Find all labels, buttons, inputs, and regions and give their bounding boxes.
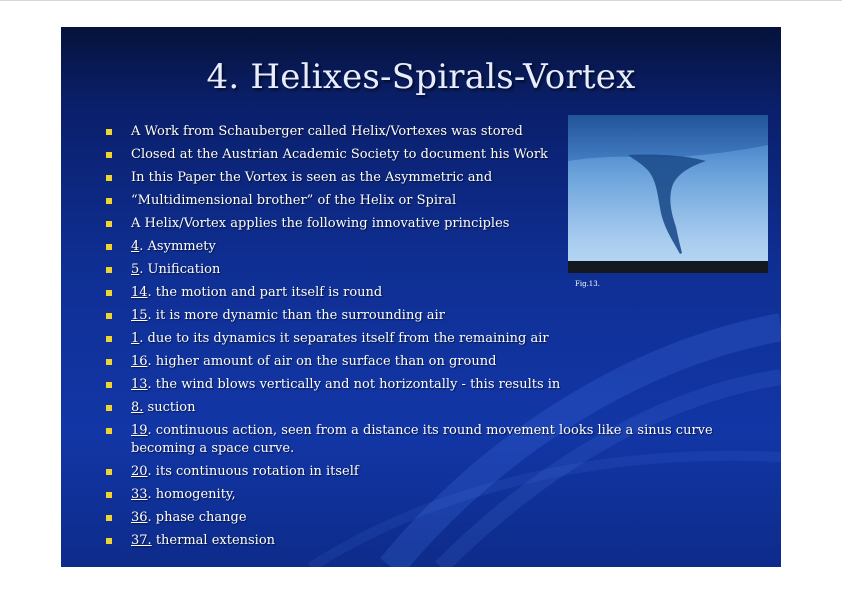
bullet-square-icon	[106, 221, 112, 227]
bullet-text: . Unification	[139, 262, 221, 277]
bullet-number: 15	[131, 308, 148, 323]
bullet-item	[106, 532, 766, 550]
bullet-number: 8.	[131, 400, 144, 415]
bullet-square-icon	[106, 492, 112, 498]
bullet-square-icon	[106, 359, 112, 365]
bullet-square-icon	[106, 198, 112, 204]
bullet-square-icon	[106, 175, 112, 181]
bullet-item	[106, 353, 766, 371]
bullet-text: . homogenity,	[147, 487, 236, 502]
bullet-square-icon	[106, 382, 112, 388]
bullet-square-icon	[106, 290, 112, 296]
bullet-square-icon	[106, 313, 112, 319]
bullet-item	[106, 422, 766, 458]
bullet-square-icon	[106, 538, 112, 544]
bullet-text: . higher amount of air on the surface than on ground	[147, 354, 497, 369]
bullet-square-icon	[106, 405, 112, 411]
bullet-item	[106, 284, 766, 302]
bullet-text: . its continuous rotation in itself	[147, 464, 359, 479]
bullet-item	[106, 486, 766, 504]
bullet-text: . the wind blows vertically and not horizontally - this results in	[147, 377, 561, 392]
bullet-square-icon	[106, 336, 112, 342]
bullet-square-icon	[106, 129, 112, 135]
bullet-square-icon	[106, 428, 112, 434]
bullet-square-icon	[106, 469, 112, 475]
bullet-number: 36	[131, 510, 148, 525]
bullet-text: . Asymmety	[139, 239, 216, 254]
bullet-square-icon	[106, 515, 112, 521]
bullet-item	[106, 330, 766, 348]
bullet-square-icon	[106, 267, 112, 273]
bullet-square-icon	[106, 152, 112, 158]
bullet-text: suction	[143, 400, 196, 415]
bullet-text: . the motion and part itself is round	[147, 285, 383, 300]
bullet-text: . it is more dynamic than the surrounding air	[147, 308, 445, 323]
bullet-number: 13	[131, 377, 148, 392]
bullet-number: 33	[131, 487, 148, 502]
bullet-number: 20	[131, 464, 148, 479]
bullet-item	[106, 307, 766, 325]
figure-caption: Fig.13.	[575, 280, 600, 288]
bullet-number: 1	[131, 331, 140, 346]
bullet-item	[106, 399, 766, 417]
bullet-text: “Multidimensional brother” of the Helix or Spiral	[131, 193, 457, 208]
bullet-text: A Helix/Vortex applies the following innovative principles	[131, 216, 510, 231]
bullet-text: A Work from Schauberger called Helix/Vortexes was stored	[131, 124, 523, 139]
tornado-funnel-icon	[568, 115, 768, 273]
bullet-text: In this Paper the Vortex is seen as the Asymmetric and	[131, 170, 493, 185]
slide	[61, 27, 781, 567]
slide-title: 4. Helixes-Spirals-Vortex	[206, 57, 636, 97]
bullet-number: 4	[131, 239, 140, 254]
bullet-square-icon	[106, 244, 112, 250]
bullet-item	[106, 509, 766, 527]
bullet-text: . continuous action, seen from a distance its round movement looks like a sinus curve becoming a space curve.	[131, 423, 713, 456]
bullet-number: 19	[131, 423, 148, 438]
tornado-photo	[568, 115, 768, 273]
bullet-number: 14	[131, 285, 148, 300]
bullet-number: 16	[131, 354, 148, 369]
bullet-text: . phase change	[147, 510, 247, 525]
bullet-number: 37.	[131, 533, 152, 548]
bullet-text: . due to its dynamics it separates itself from the remaining air	[139, 331, 549, 346]
bullet-number: 5	[131, 262, 140, 277]
bullet-text: thermal extension	[151, 533, 276, 548]
bullet-text: Closed at the Austrian Academic Society to document his Work	[131, 147, 548, 162]
bullet-item	[106, 376, 766, 394]
bullet-item	[106, 463, 766, 481]
page-top-border	[0, 0, 842, 1]
